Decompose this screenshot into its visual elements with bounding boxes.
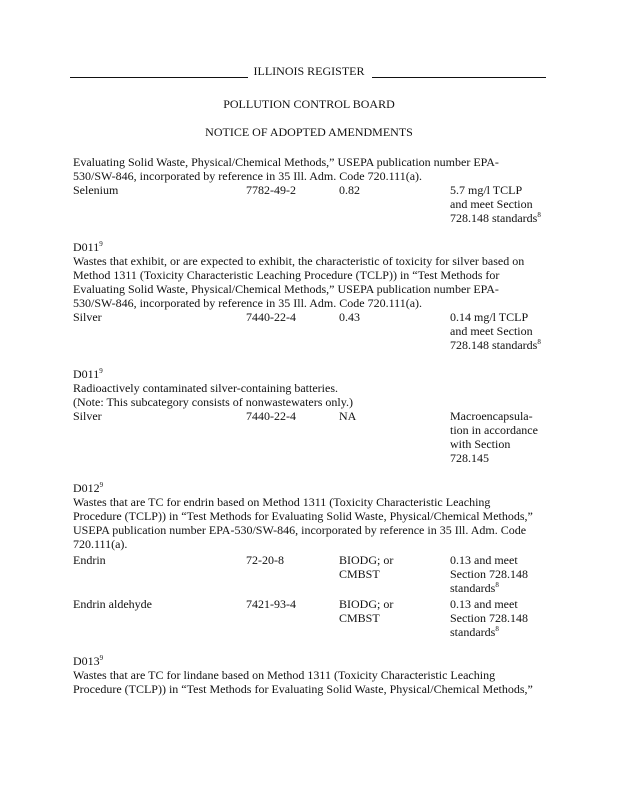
paragraph-line: 530/SW-846, incorporated by reference in 35 Ill. Adm. Code 720.111(a).	[73, 169, 423, 183]
footnote-ref: 9	[99, 240, 103, 248]
constituent-name: Selenium	[73, 183, 119, 197]
nonwastewater-standard: and meet Section	[450, 324, 533, 338]
constituent-name: Silver	[73, 409, 102, 423]
nonwastewater-standard: Macroencapsula-	[450, 409, 533, 423]
paragraph-line: Radioactively contaminated silver-containing batteries.	[73, 381, 339, 395]
nonwastewater-standard: standards$^8$	[450, 581, 499, 595]
waste-code: $D013^9$	[73, 654, 104, 668]
wastewater-standard: CMBST	[339, 611, 380, 625]
wastewater-standard: 0.43	[339, 310, 360, 324]
nonwastewater-standard: Section 728.148	[450, 611, 528, 625]
paragraph-line: 720.111(a).	[73, 537, 128, 551]
wastewater-standard: 0.82	[339, 183, 360, 197]
notice-title: NOTICE OF ADOPTED AMENDMENTS	[205, 125, 413, 139]
cas-number: 7440-22-4	[246, 310, 296, 324]
footnote-ref: 8	[537, 338, 541, 346]
waste-code: $D012^9$	[73, 481, 104, 495]
header-rule-right	[372, 77, 546, 78]
nonwastewater-standard: 0.13 and meet	[450, 597, 518, 611]
paragraph-line: Wastes that exhibit, or are expected to exhibit, the characteristic of toxicity for silver based on	[73, 254, 525, 268]
wastewater-standard: NA	[339, 409, 357, 423]
paragraph-line: Procedure (TCLP)) in “Test Methods for Evaluating Solid Waste, Physical/Chemical Methods,”	[73, 509, 533, 523]
nonwastewater-standard: 0.14 mg/l TCLP	[450, 310, 529, 324]
paragraph-line: Method 1311 (Toxicity Characteristic Leaching Procedure (TCLP)) in “Test Methods for	[73, 268, 500, 282]
footnote-ref: 8	[495, 581, 499, 589]
paragraph-line: 530/SW-846, incorporated by reference in 35 Ill. Adm. Code 720.111(a).	[73, 296, 423, 310]
cas-number: 7782-49-2	[246, 183, 296, 197]
nonwastewater-standard: with Section	[450, 437, 511, 451]
nonwastewater-standard: tion in accordance	[450, 423, 538, 437]
paragraph-line: Wastes that are TC for endrin based on Method 1311 (Toxicity Characteristic Leaching	[73, 495, 491, 509]
constituent-name: Endrin	[73, 553, 106, 567]
footnote-ref: 9	[99, 481, 104, 489]
cas-number: 7421-93-4	[246, 597, 296, 611]
nonwastewater-standard: standards$^8$	[450, 625, 499, 639]
nonwastewater-standard: 5.7 mg/l TCLP	[450, 183, 523, 197]
wastewater-standard: BIODG; or	[339, 553, 394, 567]
nonwastewater-standard: Section 728.148	[450, 567, 528, 581]
register-title: ILLINOIS REGISTER	[253, 64, 365, 78]
paragraph-line: Procedure (TCLP)) in “Test Methods for Evaluating Solid Waste, Physical/Chemical Methods,”	[73, 682, 533, 696]
waste-code: $D011^9$	[73, 367, 103, 381]
nonwastewater-standard: 0.13 and meet	[450, 553, 518, 567]
nonwastewater-standard: 728.145	[450, 451, 489, 465]
paragraph-line: Wastes that are TC for lindane based on Method 1311 (Toxicity Characteristic Leaching	[73, 668, 496, 682]
footnote-ref: 8	[537, 211, 541, 219]
board-title: POLLUTION CONTROL BOARD	[223, 97, 395, 111]
nonwastewater-standard: 728.148 standards$^8$	[450, 211, 541, 225]
wastewater-standard: BIODG; or	[339, 597, 394, 611]
footnote-ref: 9	[99, 367, 103, 375]
paragraph-line: (Note: This subcategory consists of nonwastewaters only.)	[73, 395, 353, 409]
cas-number: 72-20-8	[246, 553, 284, 567]
waste-code: $D011^9$	[73, 240, 103, 254]
paragraph-line: Evaluating Solid Waste, Physical/Chemical Methods,” USEPA publication number EPA-	[73, 282, 499, 296]
paragraph-line: Evaluating Solid Waste, Physical/Chemical Methods,” USEPA publication number EPA-	[73, 155, 499, 169]
footnote-ref: 8	[495, 625, 499, 633]
nonwastewater-standard: 728.148 standards$^8$	[450, 338, 541, 352]
footnote-ref: 9	[99, 654, 104, 662]
wastewater-standard: CMBST	[339, 567, 380, 581]
constituent-name: Endrin aldehyde	[73, 597, 152, 611]
constituent-name: Silver	[73, 310, 102, 324]
nonwastewater-standard: and meet Section	[450, 197, 533, 211]
paragraph-line: USEPA publication number EPA-530/SW-846, incorporated by reference in 35 Ill. Adm. Code	[73, 523, 527, 537]
cas-number: 7440-22-4	[246, 409, 296, 423]
